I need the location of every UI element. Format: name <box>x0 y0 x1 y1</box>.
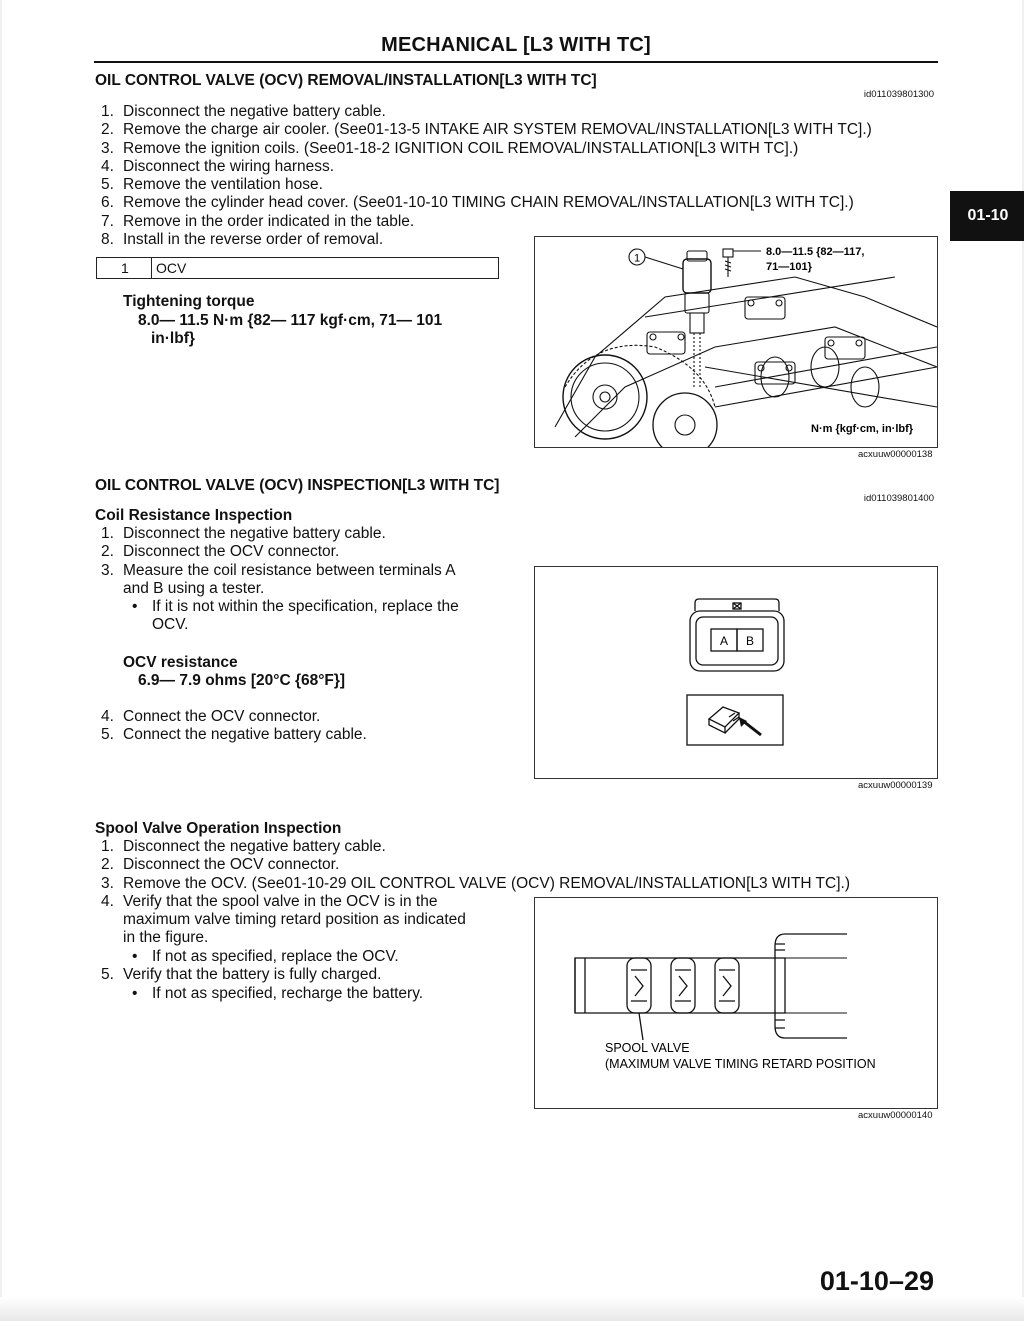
torque-value-line2: in·lbf} <box>151 330 195 347</box>
figure-torque-units: N·m {kgf·cm, in·lbf} <box>811 423 914 435</box>
list-item: • If it is not within the specification, replace the <box>132 598 459 615</box>
spool-valve-title: Spool Valve Operation Inspection <box>95 820 342 837</box>
list-item: 3. Measure the coil resistance between terminals A <box>101 561 456 579</box>
page-header-title: MECHANICAL [L3 WITH TC] <box>381 34 651 56</box>
table-cell-part: OCV <box>156 260 187 276</box>
torque-label: Tightening torque <box>123 293 255 310</box>
manual-page <box>2 0 1022 1321</box>
inspection-doc-id: id011039801400 <box>863 493 934 504</box>
list-item: 7. Remove in the order indicated in the table. <box>101 212 415 230</box>
figure-id: acxuuw00000138 <box>858 449 933 460</box>
list-item: 2. Disconnect the OCV connector. <box>101 543 340 561</box>
spool-valve-illustration <box>535 898 937 1108</box>
section-side-tab[interactable]: 01-10 <box>950 191 1024 241</box>
ocv-resistance-value: 6.9— 7.9 ohms [20°C {68°F}] <box>138 672 346 689</box>
coil-resistance-title: Coil Resistance Inspection <box>95 507 293 524</box>
spool-bullet-5 <box>132 985 502 1003</box>
list-item: • If not as specified, replace the OCV. <box>132 948 399 965</box>
header-rule <box>94 61 938 63</box>
spool-step-5 <box>101 966 501 984</box>
list-item: 4. Disconnect the wiring harness. <box>101 157 335 175</box>
list-item: 1. Disconnect the negative battery cable. <box>101 838 386 855</box>
figure-torque-line1: 8.0—11.5 {82—117, <box>766 246 865 258</box>
terminal-a-label: A <box>719 634 729 648</box>
list-item: 1. Disconnect the negative battery cable. <box>101 103 386 120</box>
list-item: 6. Remove the cylinder head cover. (See01-10-10 TIMING CHAIN REMOVAL/INSTALLATION[L3 WITH TC].) <box>101 194 854 212</box>
list-item: • If not as specified, recharge the battery. <box>132 985 424 1002</box>
list-item: and B using a tester. <box>123 579 265 597</box>
removal-section-title: OIL CONTROL VALVE (OCV) REMOVAL/INSTALLATION[L3 WITH TC] <box>95 72 597 89</box>
figure-id: acxuuw00000140 <box>858 1110 933 1121</box>
list-item: 5. Remove the ventilation hose. <box>101 176 323 194</box>
parts-table <box>96 257 499 279</box>
spool-valve-label-line1: SPOOL VALVE <box>605 1041 690 1055</box>
inspection-section-title: OIL CONTROL VALVE (OCV) INSPECTION[L3 WITH TC] <box>95 477 500 494</box>
callout-number: 1 <box>633 252 641 265</box>
list-item: in the figure. <box>123 929 209 947</box>
page-number: 01-10–29 <box>819 1266 934 1296</box>
list-item: 4. Connect the OCV connector. <box>101 708 321 725</box>
coil-steps-continued <box>101 708 501 745</box>
spool-valve-label-line2: (MAXIMUM VALVE TIMING RETARD POSITION <box>605 1057 876 1071</box>
removal-steps <box>101 103 941 249</box>
list-item: maximum valve timing retard position as indicated <box>123 911 466 929</box>
terminal-b-label: B <box>745 634 755 648</box>
ocv-location-figure <box>534 236 938 448</box>
spool-bullet-4 <box>132 948 502 966</box>
ocv-resistance-label: OCV resistance <box>123 654 238 671</box>
list-item: 3. Remove the OCV. (See01-10-29 OIL CONTROL VALVE (OCV) REMOVAL/INSTALLATION[L3 WITH TC].) <box>101 874 850 892</box>
spool-valve-figure <box>534 897 938 1109</box>
figure-id: acxuuw00000139 <box>858 780 933 791</box>
ocv-connector-figure <box>534 566 938 779</box>
figure-torque-line2: 71—101} <box>766 261 812 273</box>
list-item: 8. Install in the reverse order of removal. <box>101 231 384 249</box>
list-item: 2. Disconnect the OCV connector. <box>101 856 340 874</box>
engine-illustration <box>535 237 937 447</box>
list-item: 2. Remove the charge air cooler. (See01-13-5 INTAKE AIR SYSTEM REMOVAL/INSTALLATION[L3 WITH TC].) <box>101 121 872 139</box>
torque-value-line1: 8.0— 11.5 N·m {82— 117 kgf·cm, 71— 101 <box>138 312 443 329</box>
table-cell-number: 1 <box>97 258 152 278</box>
list-item: 1. Disconnect the negative battery cable. <box>101 525 386 542</box>
list-item: 4. Verify that the spool valve in the OCV is in the <box>101 892 438 910</box>
list-item: 3. Remove the ignition coils. (See01-18-2 IGNITION COIL REMOVAL/INSTALLATION[L3 WITH TC].) <box>101 139 799 157</box>
removal-doc-id: id011039801300 <box>863 89 934 100</box>
list-item: 5. Verify that the battery is fully charged. <box>101 966 382 983</box>
list-item: 5. Connect the negative battery cable. <box>101 726 367 744</box>
list-item: OCV. <box>152 616 189 634</box>
page-bottom-edge <box>0 1297 1024 1321</box>
connector-illustration <box>535 567 937 778</box>
coil-steps <box>101 525 501 598</box>
coil-bullets <box>132 598 502 635</box>
